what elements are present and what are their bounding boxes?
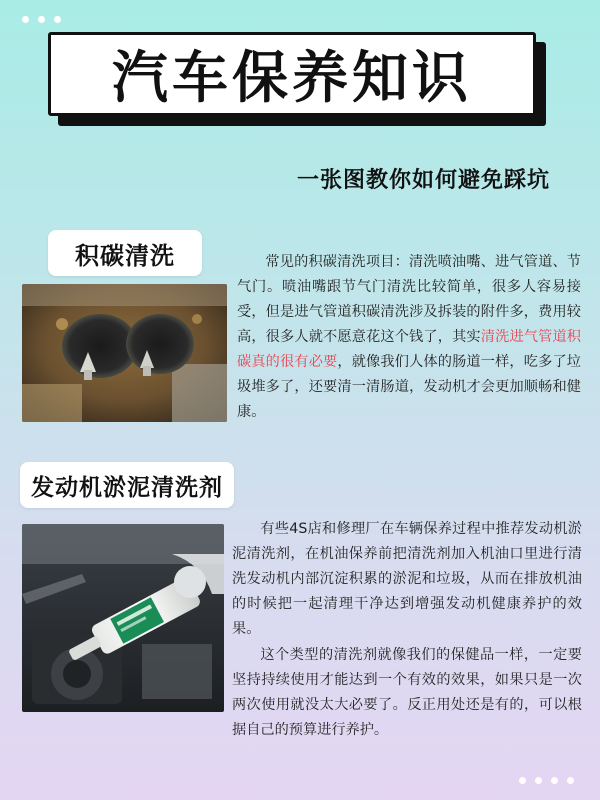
section-2-paragraph-1: 有些4S店和修理厂在车辆保养过程中推荐发动机淤泥清洗剂，在机油保养前把清洗剂加入机油口里进行清洗发动机内部沉淀积累的淤泥和垃圾，从而在排放机油的时候把一起清理干净达到增强发动机健康养护的效果。 xyxy=(232,521,582,637)
section-1-highlight: 清洗进气管道积碳真的很有必要 xyxy=(237,329,581,370)
engine-cleaner-bottle-photo xyxy=(22,524,224,712)
title-banner xyxy=(48,32,536,116)
decor-dots-bottom xyxy=(519,777,574,784)
decor-dots-top xyxy=(22,16,61,23)
section-1-paragraph xyxy=(237,250,581,425)
section-1-text: 常见的积碳清洗项目：清洗喷油嘴、进气管道、节气门。喷油嘴跟节气门清洗比较简单，很多人容易接受，但是进气管道积碳清洗涉及拆装的附件多，费用较高，很多人就不愿意花这个钱了，其实 xyxy=(237,254,581,345)
section-label-engine-cleaner: 发动机淤泥清洗剂 xyxy=(20,462,234,508)
page-title: 汽车保养知识 xyxy=(112,46,472,111)
section-label-carbon-cleaning: 积碳清洗 xyxy=(48,230,202,276)
section-2-paragraph-2: 这个类型的清洗剂就像我们的保健品一样，一定要坚持持续使用才能达到一个有效的效果，如果只是一次两次使用就没太大必要了。反正用处还是有的，可以根据自己的预算进行养护。 xyxy=(232,647,582,738)
engine-intake-carbon-photo xyxy=(22,284,227,422)
page-subtitle: 一张图教你如何避免踩坑 xyxy=(296,168,550,193)
section-1-text-end: ，就像我们人体的肠道一样，吃多了垃圾堆多了，还要清一清肠道，发动机才会更加顺畅和健康。 xyxy=(237,354,581,420)
